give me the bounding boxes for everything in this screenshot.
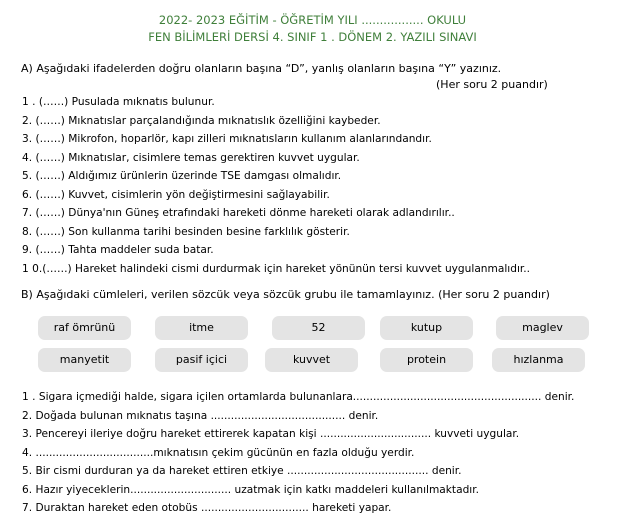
true-false-item: 2. (……) Mıknatıslar parçalandığında mıknatıslık özelliğini kaybeder. <box>22 114 381 127</box>
exam-header <box>0 12 625 46</box>
word-bank-item: kutup <box>380 316 473 340</box>
true-false-item: 9. (……) Tahta maddeler suda batar. <box>22 244 214 256</box>
true-false-item: 3. (……) Mikrofon, hoparlör, kapı zilleri mıknatısların kullanım alanlarındandır. <box>22 133 432 145</box>
fill-in-item: 3. Pencereyi ileriye doğru hareket ettirerek kapatan kişi ................................. kuvveti uygular. <box>22 428 520 440</box>
true-false-item: 6. (……) Kuvvet, cisimlerin yön değiştirmesini sağlayabilir. <box>22 188 330 201</box>
fill-in-list <box>22 388 574 518</box>
word-bank-item: pasif içici <box>155 348 248 372</box>
true-false-item: 5. (……) Aldığımız ürünlerin üzerinde TSE damgası olmalıdır. <box>22 170 342 182</box>
exam-header-line1: 2022- 2023 EĞİTİM - ÖĞRETİM YILI ................. OKULU <box>158 13 467 27</box>
word-bank-item: manyetit <box>38 348 131 372</box>
true-false-item: 7. (……) Dünya'nın Güneş etrafındaki hareketi dönme hareketi olarak adlandırılır.. <box>22 207 455 219</box>
section-a-title: A) Aşağıdaki ifadelerden doğru olanların başına “D”, yanlış olanların başına “Y” yazınız. <box>21 62 502 75</box>
true-false-list <box>22 93 530 278</box>
fill-in-item: 5. Bir cismi durduran ya da hareket ettiren etkiye .......................................... denir. <box>22 465 462 477</box>
true-false-item: 4. (……) Mıknatıslar, cisimlere temas gerektiren kuvvet uygular. <box>22 151 360 164</box>
true-false-item: 8. (……) Son kullanma tarihi besinden besine farklılık gösterir. <box>22 225 350 238</box>
word-bank-item: hızlanma <box>492 348 585 372</box>
section-a-points: (Her soru 2 puandır) <box>436 78 548 91</box>
word-bank-item: kuvvet <box>265 348 358 372</box>
exam-header-line2: FEN BİLİMLERİ DERSİ 4. SINIF 1 . DÖNEM 2. YAZILI SINAVI <box>148 30 477 44</box>
word-bank-item: itme <box>155 316 248 340</box>
fill-in-item: 7. Duraktan hareket eden otobüs ................................ hareketi yapar. <box>22 502 392 514</box>
section-b-title: B) Aşağıdaki cümleleri, verilen sözcük veya sözcük grubu ile tamamlayınız. (Her soru 2 puandır) <box>21 288 550 301</box>
word-bank-item: protein <box>380 348 473 372</box>
word-bank-item: maglev <box>496 316 589 340</box>
word-bank-item: raf ömrünü <box>38 316 131 340</box>
fill-in-item: 6. Hazır yiyeceklerin.............................. uzatmak için katkı maddeleri kullanılmaktadır. <box>22 483 479 496</box>
fill-in-item: 2. Doğada bulunan mıknatıs taşına ........................................ denir. <box>22 409 379 422</box>
word-bank-item: 52 <box>272 316 365 340</box>
fill-in-item: 1 . Sigara içmediği halde, sigara içilen ortamlarda bulunanlara........................................................ denir. <box>22 391 575 403</box>
true-false-item: 1 . (……) Pusulada mıknatıs bulunur. <box>22 96 215 108</box>
true-false-item: 1 0.(……) Hareket halindeki cismi durdurmak için hareket yönünün tersi kuvvet uygulanmalıdır.. <box>22 262 531 275</box>
fill-in-item: 4. ...................................mıknatısın çekim gücünün en fazla olduğu yerdir. <box>22 446 415 459</box>
